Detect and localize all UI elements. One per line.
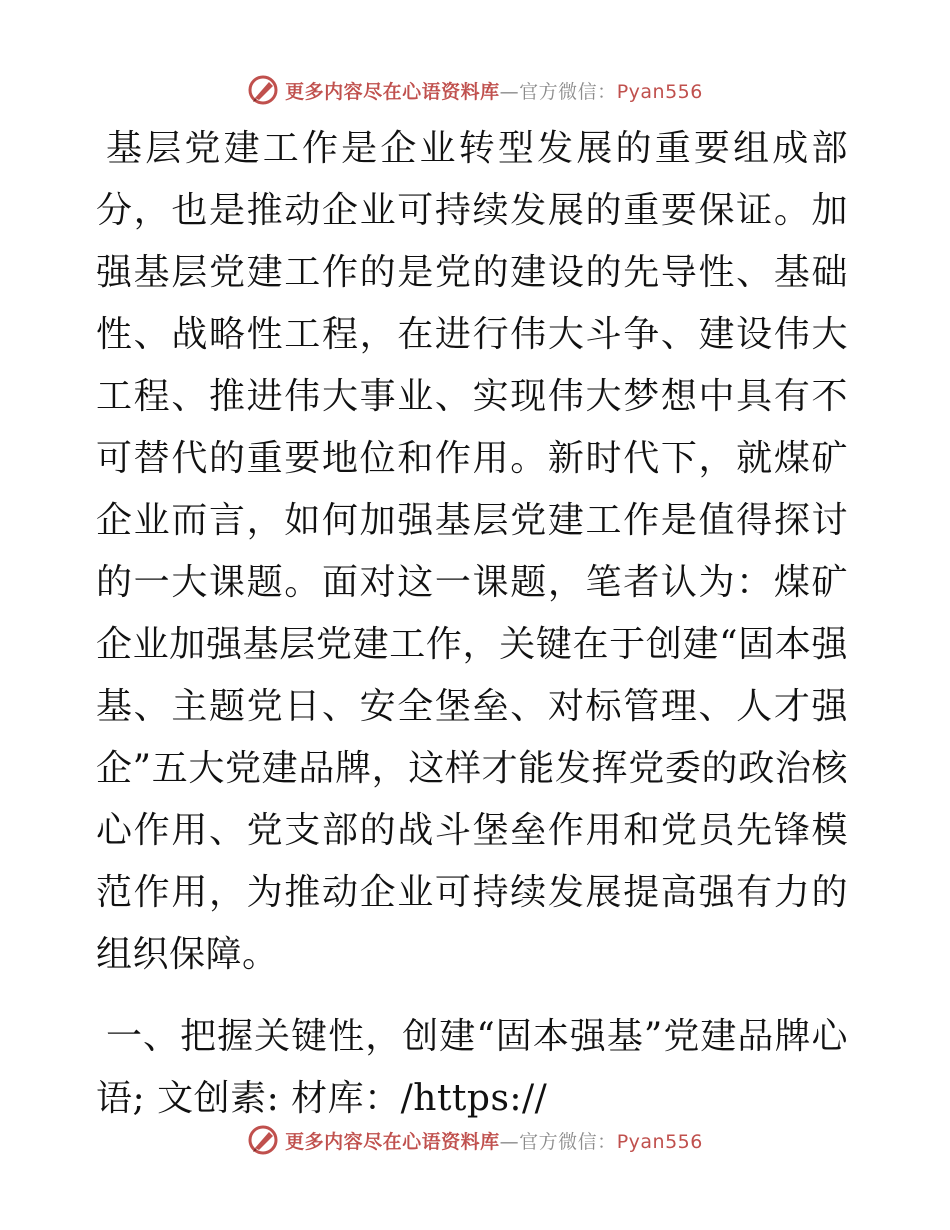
header-wechat-id: Pyan556: [616, 80, 703, 103]
pen-logo-icon: [247, 1124, 279, 1156]
footer-separator: —: [499, 1130, 520, 1153]
pen-logo-icon: [247, 74, 279, 106]
paragraph: 基层党建工作是企业转型发展的重要组成部分，也是推动企业可持续发展的重要保证。加强基层党建工作的是党的建设的先导性、基础性、战略性工程，在进行伟大斗争、建设伟大工程、推进伟大事业、实现伟大梦想中具有不可替代的重要地位和作用。新时代下，就煤矿企业而言，如何加强基层党建工作是值得探讨的一大课题。面对这一课题，笔者认为：煤矿企业加强基层党建工作，关键在于创建“固本强基、主题党日、安全堡垒、对标管理、人才强企”五大党建品牌，这样才能发挥党委的政治核心作用、党支部的战斗堡垒作用和党员先锋模范作用，为推动企业可持续发展提高强有力的组织保障。: [96, 128, 848, 975]
header-wechat-label: 官方微信：: [519, 80, 617, 103]
header-brand-text: 更多内容尽在心语资料库: [285, 80, 500, 103]
footer-brand-text: 更多内容尽在心语资料库: [285, 1130, 500, 1153]
document-body: [96, 118, 848, 1130]
section-heading: 一、把握关键性，创建“固本强基”党建品牌心语; 文创素: 材库：/https://: [96, 1016, 848, 1119]
header-banner: [0, 70, 950, 110]
header-separator: —: [499, 80, 520, 103]
footer-brand: [285, 1127, 703, 1154]
footer-wechat-label: 官方微信：: [519, 1130, 617, 1153]
header-brand: [285, 77, 703, 104]
footer-banner: [0, 1120, 950, 1160]
footer-wechat-id: Pyan556: [616, 1130, 703, 1153]
